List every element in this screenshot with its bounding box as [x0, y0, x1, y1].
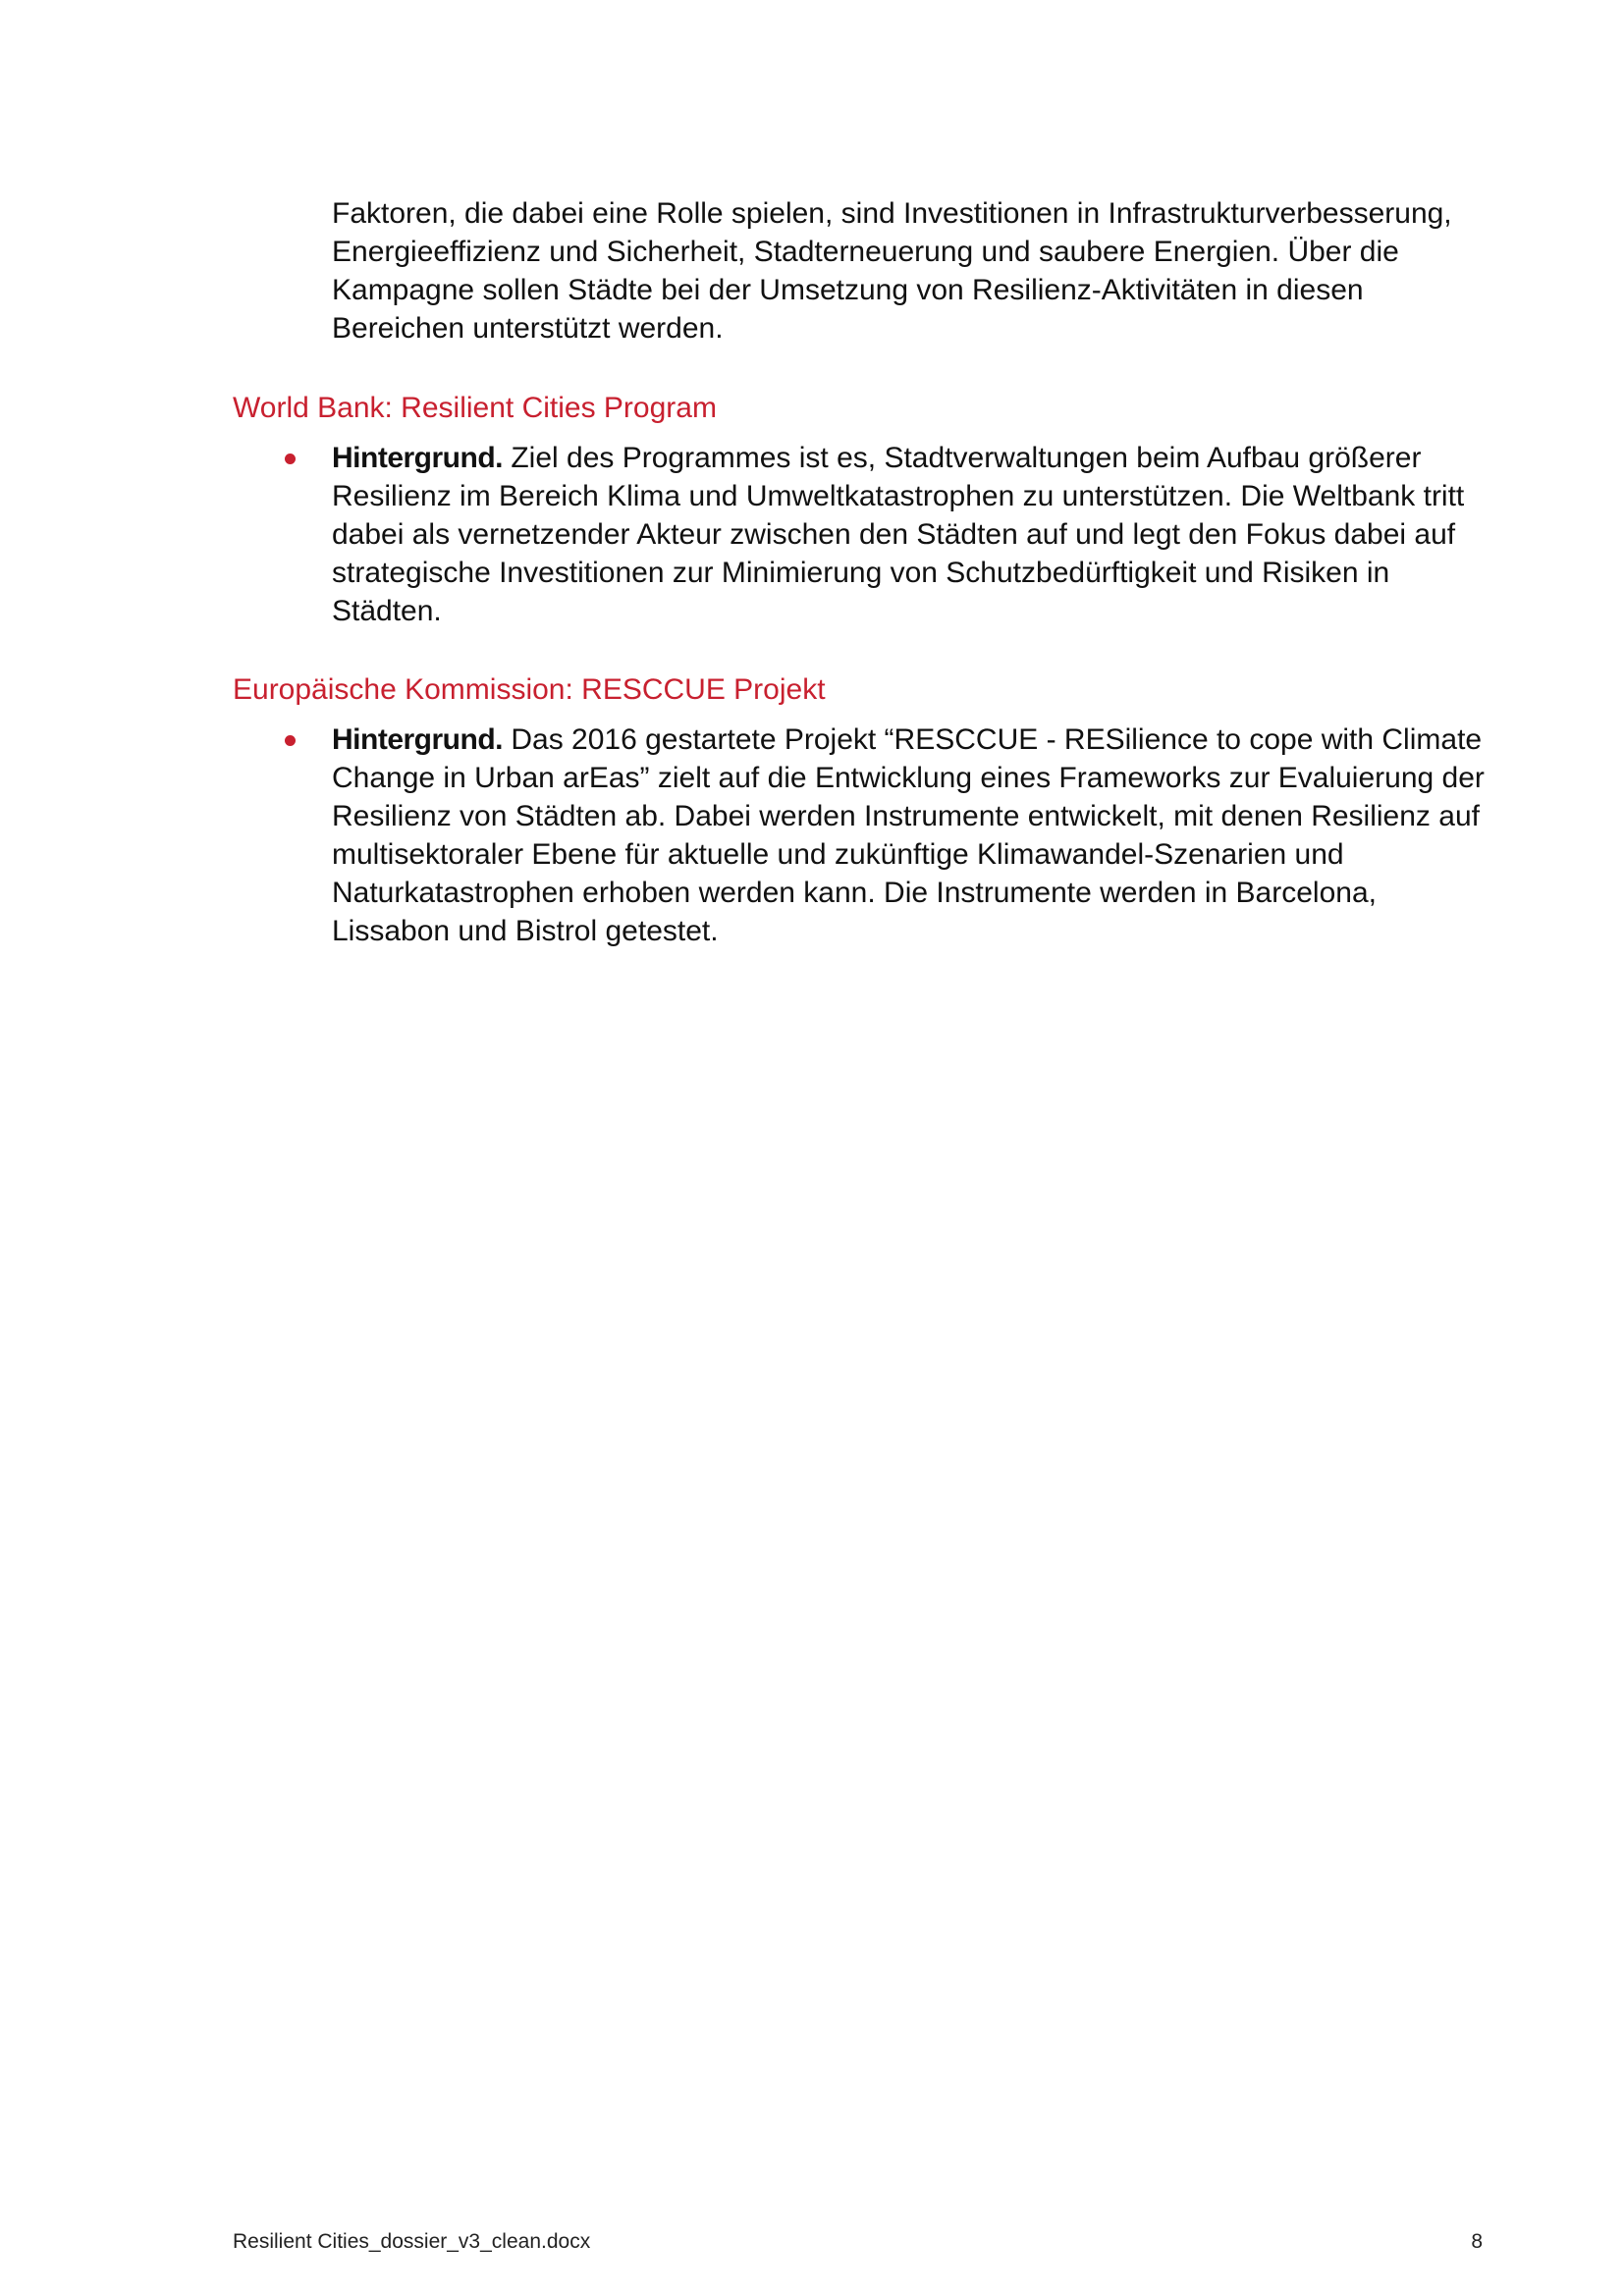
section-heading-resccue: Europäische Kommission: RESCCUE Projekt [233, 673, 826, 706]
bullet-lead: Hintergrund. [332, 442, 503, 474]
intro-paragraph: Faktoren, die dabei eine Rolle spielen, sind Investitionen in Infrastrukturverbesserung, Energieeffizienz und Sicherheit, Stadterneuerung und saubere Energien. Über die Kampagne sollen Städte bei der Umsetzung von Resilienz-Aktivitäten in diesen Bereichen unterstützt werden. [332, 197, 1452, 345]
bullet-lead: Hintergrund. [332, 723, 503, 756]
section-heading-world-bank: World Bank: Resilient Cities Program [233, 392, 717, 424]
footer-filename: Resilient Cities_dossier_v3_clean.docx [233, 2230, 591, 2253]
bullet-icon [285, 454, 296, 464]
bullet-item-resccue [332, 721, 1490, 950]
footer-page-number: 8 [1471, 2230, 1483, 2253]
bullet-text: Das 2016 gestartete Projekt “RESCCUE - RESilience to cope with Climate Change in Urban arEas” zielt auf die Entwicklung eines Frameworks zur Evaluierung der Resilienz von Städten ab. Dabei werden Instrumente entwickelt, mit denen Resilienz auf multisektoraler Ebene für aktuelle und zukünftige Klimawandel-Szenarien und Naturkatastrophen erhoben werden kann. Die Instrumente werden in Barcelona, Lissabon und Bistrol getestet. [332, 723, 1485, 947]
bullet-icon [285, 735, 296, 746]
bullet-text: Ziel des Programmes ist es, Stadtverwaltungen beim Aufbau größerer Resilienz im Bereich Klima und Umweltkatastrophen zu unterstützen. Die Weltbank tritt dabei als vernetzender Akteur zwischen den Städten auf und legt den Fokus dabei auf strategische Investitionen zur Minimierung von Schutzbedürftigkeit und Risiken in Städten. [332, 442, 1465, 627]
bullet-item-world-bank [332, 439, 1490, 630]
